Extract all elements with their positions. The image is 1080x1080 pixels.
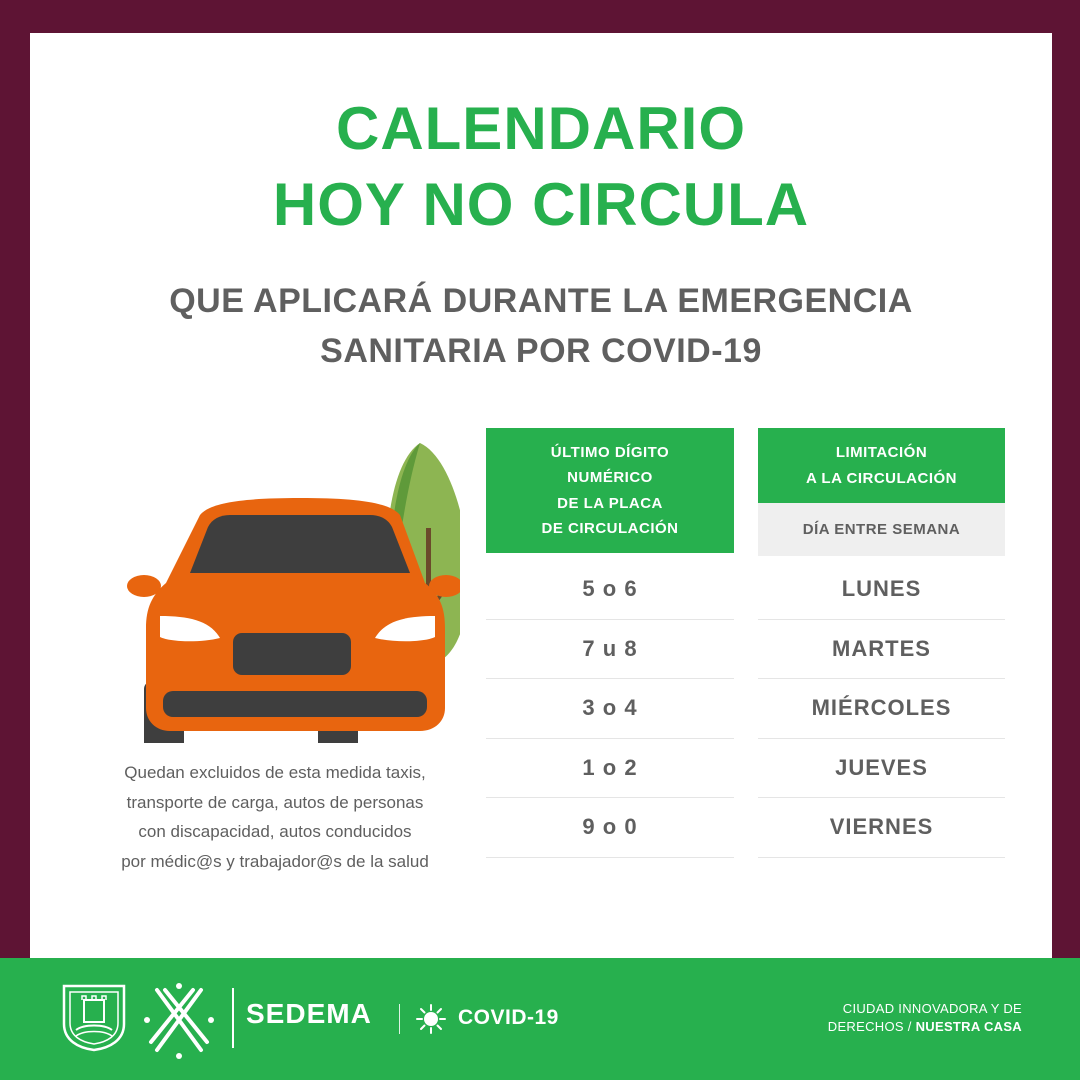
day-cell: VIERNES bbox=[758, 798, 1005, 858]
slogan-prefix: DERECHOS / bbox=[827, 1019, 916, 1034]
digits-cell: 3 o 4 bbox=[486, 679, 734, 739]
day-cell: LUNES bbox=[758, 560, 1005, 620]
header-line: ÚLTIMO DÍGITO bbox=[550, 443, 670, 461]
cdmx-logo-icon bbox=[143, 980, 215, 1060]
header-line: LIMITACIÓN bbox=[835, 444, 928, 461]
note-line: con discapacidad, autos conducidos bbox=[138, 822, 412, 841]
digits-cell: 5 o 6 bbox=[486, 560, 734, 620]
digits-cell: 9 o 0 bbox=[486, 798, 734, 858]
footer-bar bbox=[0, 958, 1080, 1080]
sedema-label: SEDEMA bbox=[246, 998, 372, 1029]
exclusion-note bbox=[70, 758, 480, 876]
slogan-line-2 bbox=[828, 1018, 1022, 1036]
footer-divider-thin bbox=[399, 1004, 400, 1034]
title-line-2: HOY NO CIRCULA bbox=[272, 171, 810, 238]
header-line: NUMÉRICO bbox=[567, 469, 653, 486]
slogan-bold: NUESTRA CASA bbox=[915, 1019, 1022, 1034]
note-line: transporte de carga, autos de personas bbox=[126, 792, 424, 812]
car-illustration bbox=[90, 423, 460, 743]
header-line: DE LA PLACA bbox=[557, 494, 663, 512]
plate-digit-header bbox=[486, 428, 734, 553]
digits-cell: 7 u 8 bbox=[486, 620, 734, 680]
page-subtitle bbox=[30, 276, 1052, 376]
digits-column bbox=[486, 560, 734, 858]
days-column bbox=[758, 560, 1005, 858]
header-line: DE CIRCULACIÓN bbox=[541, 520, 679, 537]
slogan bbox=[828, 1000, 1022, 1036]
day-cell: JUEVES bbox=[758, 739, 1005, 799]
limitation-header bbox=[758, 428, 1005, 503]
slogan-line-1: CIUDAD INNOVADORA Y DE bbox=[842, 1001, 1022, 1016]
main-card bbox=[30, 33, 1052, 958]
footer-divider bbox=[232, 988, 234, 1048]
virus-icon bbox=[416, 1004, 446, 1034]
page-title bbox=[30, 91, 1052, 243]
weekday-subheader: DÍA ENTRE SEMANA bbox=[758, 503, 1005, 556]
note-line: Quedan excluidos de esta medida taxis, bbox=[124, 763, 426, 782]
cdmx-crest-icon bbox=[62, 984, 126, 1052]
note-line: por médic@s y trabajador@s de la salud bbox=[121, 851, 429, 871]
header-line: A LA CIRCULACIÓN bbox=[805, 469, 958, 487]
subtitle-line-1: QUE APLICARÁ DURANTE LA EMERGENCIA bbox=[169, 282, 913, 320]
digits-cell: 1 o 2 bbox=[486, 739, 734, 799]
title-line-1: CALENDARIO bbox=[336, 95, 746, 162]
covid-label: COVID-19 bbox=[458, 1006, 559, 1029]
day-cell: MIÉRCOLES bbox=[758, 679, 1005, 739]
subtitle-line-2: SANITARIA POR COVID-19 bbox=[320, 332, 762, 370]
day-cell: MARTES bbox=[758, 620, 1005, 680]
